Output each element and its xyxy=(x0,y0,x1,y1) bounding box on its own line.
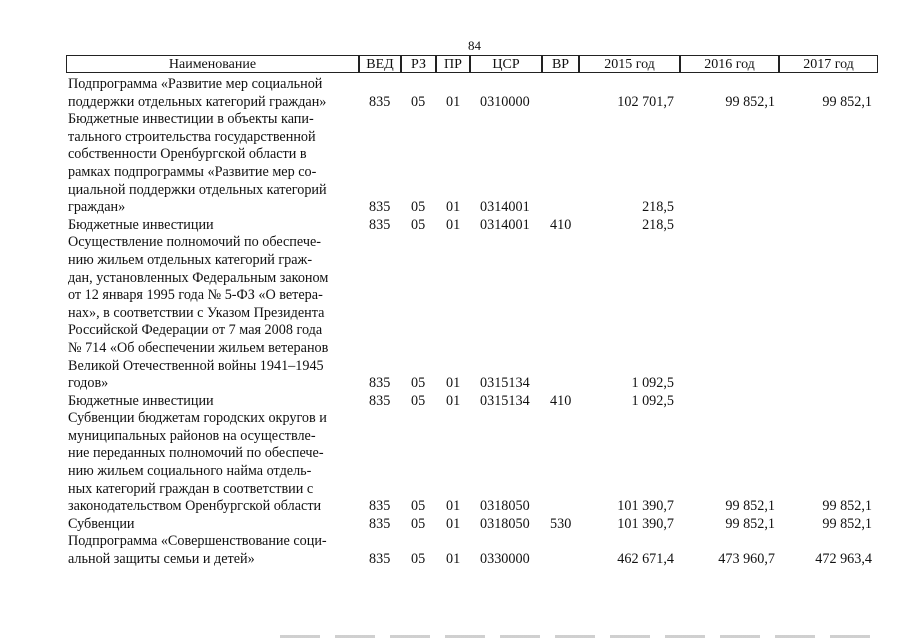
cell-y2017: 99 852,1 xyxy=(822,515,872,532)
table-row xyxy=(0,76,905,111)
row-name xyxy=(68,410,360,516)
row-name-line: Бюджетные инвестиции в объекты капи- xyxy=(68,111,314,128)
row-name xyxy=(68,234,360,392)
cell-vr: 410 xyxy=(550,392,572,409)
row-name-line: нию жильем социального найма отдель- xyxy=(68,463,312,480)
cell-y2015: 1 092,5 xyxy=(631,392,674,409)
cell-vr: 530 xyxy=(550,515,572,532)
row-name-line: Российской Федерации от 7 мая 2008 года xyxy=(68,322,323,339)
cell-ved: 835 xyxy=(369,93,391,110)
cell-y2017: 99 852,1 xyxy=(822,93,872,110)
cell-pr: 01 xyxy=(446,375,461,392)
row-name xyxy=(68,393,360,411)
row-name-line: Субвенции xyxy=(68,515,135,532)
table-row xyxy=(0,533,905,568)
row-name-line: нах», в соответствии с Указом Президента xyxy=(68,304,325,321)
row-name xyxy=(68,111,360,217)
cell-ved: 835 xyxy=(369,392,391,409)
cell-ved: 835 xyxy=(369,515,391,532)
cell-y2015: 218,5 xyxy=(642,216,674,233)
header-2015: 2015 год xyxy=(579,55,680,73)
row-name-line: поддержки отдельных категорий граждан» xyxy=(68,93,327,110)
cell-csr: 0315134 xyxy=(480,392,530,409)
row-name-line: дан, установленных Федеральным законом xyxy=(68,269,329,286)
cell-ved: 835 xyxy=(369,375,391,392)
row-name-line: законодательством Оренбургской области xyxy=(68,498,322,515)
cell-pr: 01 xyxy=(446,515,461,532)
row-name-line: граждан» xyxy=(68,199,126,216)
scan-artifact-divider xyxy=(280,635,880,638)
cell-pr: 01 xyxy=(446,216,461,233)
table-row xyxy=(0,217,905,235)
cell-csr: 0314001 xyxy=(480,199,530,216)
cell-y2016: 473 960,7 xyxy=(718,551,775,568)
row-name-line: рамках подпрограммы «Развитие мер со- xyxy=(68,163,317,180)
cell-y2017: 472 963,4 xyxy=(815,551,872,568)
cell-y2016: 99 852,1 xyxy=(725,498,775,515)
row-name-line: Великой Отечественной войны 1941–1945 xyxy=(68,357,324,374)
row-name-line: от 12 января 1995 года № 5-ФЗ «О ветера- xyxy=(68,287,323,304)
table-row xyxy=(0,410,905,516)
cell-y2016: 99 852,1 xyxy=(725,515,775,532)
cell-csr: 0318050 xyxy=(480,515,530,532)
header-ved: ВЕД xyxy=(359,55,401,73)
header-rz: РЗ xyxy=(401,55,436,73)
table-row xyxy=(0,393,905,411)
row-name-line: годов» xyxy=(68,375,109,392)
cell-y2015: 102 701,7 xyxy=(617,93,674,110)
cell-rz: 05 xyxy=(411,551,426,568)
budget-table-body xyxy=(0,76,905,569)
cell-ved: 835 xyxy=(369,498,391,515)
cell-csr: 0314001 xyxy=(480,216,530,233)
table-row xyxy=(0,516,905,534)
cell-pr: 01 xyxy=(446,392,461,409)
cell-rz: 05 xyxy=(411,498,426,515)
header-vr: ВР xyxy=(542,55,579,73)
cell-y2017: 99 852,1 xyxy=(822,498,872,515)
cell-pr: 01 xyxy=(446,498,461,515)
cell-pr: 01 xyxy=(446,551,461,568)
row-name-line: Субвенции бюджетам городских округов и xyxy=(68,410,327,427)
cell-rz: 05 xyxy=(411,515,426,532)
header-csr: ЦСР xyxy=(470,55,542,73)
row-name xyxy=(68,533,360,568)
cell-rz: 05 xyxy=(411,375,426,392)
row-name-line: муниципальных районов на осуществле- xyxy=(68,427,316,444)
cell-rz: 05 xyxy=(411,93,426,110)
row-name-line: циальной поддержки отдельных категорий xyxy=(68,181,327,198)
row-name-line: Подпрограмма «Совершенствование соци- xyxy=(68,533,327,550)
row-name-line: тального строительства государственной xyxy=(68,128,316,145)
row-name xyxy=(68,217,360,235)
cell-csr: 0315134 xyxy=(480,375,530,392)
row-name-line: Подпрограмма «Развитие мер социальной xyxy=(68,76,323,92)
row-name-line: собственности Оренбургской области в xyxy=(68,146,307,163)
cell-csr: 0330000 xyxy=(480,551,530,568)
header-2017: 2017 год xyxy=(779,55,878,73)
cell-csr: 0318050 xyxy=(480,498,530,515)
header-name: Наименование xyxy=(66,55,359,73)
cell-pr: 01 xyxy=(446,199,461,216)
row-name-line: ние переданных полномочий по обеспече- xyxy=(68,445,324,462)
row-name-line: нию жильем отдельных категорий граж- xyxy=(68,251,313,268)
cell-vr: 410 xyxy=(550,216,572,233)
table-row xyxy=(0,234,905,392)
cell-y2016: 99 852,1 xyxy=(725,93,775,110)
row-name xyxy=(68,76,360,111)
cell-rz: 05 xyxy=(411,392,426,409)
cell-ved: 835 xyxy=(369,551,391,568)
row-name-line: Бюджетные инвестиции xyxy=(68,392,214,409)
table-row xyxy=(0,111,905,217)
cell-y2015: 101 390,7 xyxy=(617,498,674,515)
row-name-line: Осуществление полномочий по обеспече- xyxy=(68,234,322,251)
header-pr: ПР xyxy=(436,55,470,73)
cell-pr: 01 xyxy=(446,93,461,110)
row-name-line: ных категорий граждан в соответствии с xyxy=(68,480,314,497)
cell-y2015: 1 092,5 xyxy=(631,375,674,392)
cell-y2015: 218,5 xyxy=(642,199,674,216)
cell-ved: 835 xyxy=(369,216,391,233)
cell-ved: 835 xyxy=(369,199,391,216)
row-name xyxy=(68,516,360,534)
cell-y2015: 462 671,4 xyxy=(617,551,674,568)
header-2016: 2016 год xyxy=(680,55,779,73)
cell-rz: 05 xyxy=(411,199,426,216)
page-number: 84 xyxy=(468,38,481,53)
cell-csr: 0310000 xyxy=(480,93,530,110)
row-name-line: альной защиты семьи и детей» xyxy=(68,551,255,568)
cell-y2015: 101 390,7 xyxy=(617,515,674,532)
row-name-line: Бюджетные инвестиции xyxy=(68,216,214,233)
row-name-line: № 714 «Об обеспечении жильем ветеранов xyxy=(68,339,329,356)
cell-rz: 05 xyxy=(411,216,426,233)
